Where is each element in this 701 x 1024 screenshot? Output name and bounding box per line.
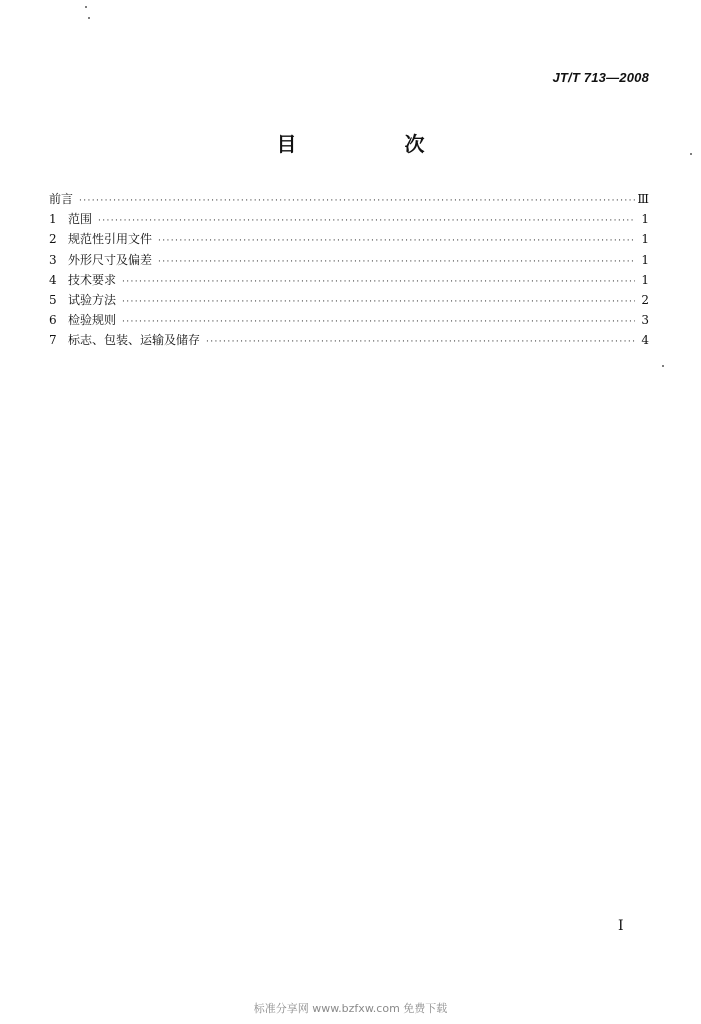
toc-entry-scope[interactable]	[49, 209, 649, 229]
toc-entry-label: 前言	[49, 192, 74, 206]
toc-entry-number: 6	[49, 313, 57, 328]
page-number: Ⅰ	[618, 918, 624, 934]
toc-entry-number: 7	[49, 333, 57, 348]
toc-dot-leader	[98, 211, 635, 231]
toc-entry-marking-packaging[interactable]	[49, 330, 649, 350]
toc-entry-label: 标志、包装、运输及储存	[68, 333, 201, 348]
toc-dot-leader	[122, 292, 635, 312]
toc-dot-leader	[206, 332, 635, 352]
toc-dot-leader	[158, 231, 635, 251]
toc-entry-technical-requirements[interactable]	[49, 270, 649, 290]
toc-entry-page: 1	[641, 272, 649, 287]
toc-entry-page: 1	[641, 232, 649, 247]
toc-entry-page: 1	[641, 212, 649, 227]
toc-dot-leader	[79, 191, 635, 211]
footer-watermark: 标准分享网 www.bzfxw.com 免费下载	[253, 1002, 448, 1015]
toc-entry-number: 4	[49, 272, 57, 287]
toc-entry-dimensions[interactable]	[49, 250, 649, 270]
toc-entry-number: 5	[49, 292, 57, 307]
standard-number: JT/T 713—2008	[552, 70, 649, 85]
toc-entry-page: 3	[641, 313, 649, 328]
scan-speck	[85, 6, 87, 8]
toc-entry-page: 2	[641, 292, 649, 307]
toc-entry-page: Ⅲ	[637, 192, 649, 206]
toc-entry-normative-references[interactable]	[49, 229, 649, 249]
toc-entry-label: 试验方法	[68, 292, 117, 307]
toc-entry-number: 2	[49, 232, 57, 247]
toc-entry-label: 检验规则	[68, 313, 117, 328]
toc-entry-page: 1	[641, 252, 649, 267]
table-of-contents	[49, 189, 649, 351]
toc-entry-foreword[interactable]	[49, 189, 649, 209]
toc-entry-number: 1	[49, 212, 57, 227]
toc-entry-label: 范围	[68, 212, 93, 227]
scan-speck	[88, 17, 90, 19]
toc-entry-number: 3	[49, 252, 57, 267]
toc-entry-test-methods[interactable]	[49, 290, 649, 310]
toc-dot-leader	[122, 272, 635, 292]
toc-dot-leader	[122, 312, 635, 332]
toc-entry-label: 外形尺寸及偏差	[68, 252, 153, 267]
toc-title: 目 次	[276, 132, 469, 156]
toc-entry-inspection-rules[interactable]	[49, 310, 649, 330]
toc-dot-leader	[158, 252, 635, 272]
toc-entry-page: 4	[641, 333, 649, 348]
scan-speck	[662, 365, 664, 367]
toc-entry-label: 规范性引用文件	[68, 232, 153, 247]
toc-entry-label: 技术要求	[68, 272, 117, 287]
